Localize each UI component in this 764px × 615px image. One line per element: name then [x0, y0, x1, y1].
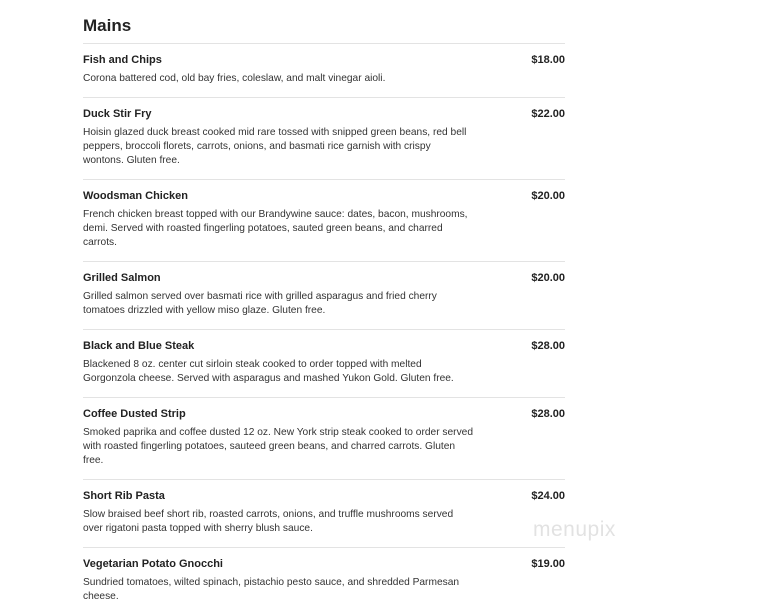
- menu-item: [83, 479, 565, 547]
- section-title: Mains: [83, 16, 132, 35]
- menu-item-header: [83, 339, 565, 353]
- menu-item-name: Short Rib Pasta: [83, 490, 165, 502]
- menupix-watermark: menupix: [533, 518, 616, 541]
- menu-item-description: Blackened 8 oz. center cut sirloin steak cooked to order topped with melted Gorgonzola cheese. Served with asparagus and mashed Yukon Gold. Gluten free.: [83, 359, 454, 384]
- menu-item-header: [83, 189, 565, 203]
- menu-item-name: Black and Blue Steak: [83, 340, 195, 352]
- menu-item-description: Smoked paprika and coffee dusted 12 oz. New York strip steak cooked to order served with roasted fingerling potatoes, sauteed green beans, and charred carrots. Gluten free.: [83, 427, 473, 466]
- menu-item-name: Woodsman Chicken: [83, 190, 188, 202]
- menu-item-price: $24.00: [531, 490, 565, 502]
- menu-item-description: Grilled salmon served over basmati rice with grilled asparagus and fried cherry tomatoes drizzled with yellow miso glaze. Gluten free.: [83, 291, 437, 316]
- menu-item-header: [83, 489, 565, 503]
- menu-item-price: $19.00: [531, 558, 565, 570]
- menu-item-header: [83, 557, 565, 571]
- menu-item: [83, 43, 565, 97]
- menu-item-description: French chicken breast topped with our Brandywine sauce: dates, bacon, mushrooms, demi. Served with roasted fingerling potatoes, sauted green beans, and charred carrots.: [83, 209, 468, 248]
- menu-item: [83, 547, 565, 615]
- menu-item-price: $20.00: [531, 272, 565, 284]
- menu-section: [83, 15, 565, 615]
- menu-item-name: Vegetarian Potato Gnocchi: [83, 558, 223, 570]
- menu-item-header: [83, 407, 565, 421]
- menu-item-name: Grilled Salmon: [83, 272, 161, 284]
- menu-item-description: Hoisin glazed duck breast cooked mid rare tossed with snipped green beans, red bell peppers, broccoli florets, carrots, onions, and basmati rice garnish with crispy wontons. Gluten free.: [83, 127, 467, 166]
- menu-item: [83, 329, 565, 397]
- menu-item-price: $20.00: [531, 190, 565, 202]
- menu-item-price: $22.00: [531, 108, 565, 120]
- menu-item-header: [83, 107, 565, 121]
- menu-item-description: Corona battered cod, old bay fries, coleslaw, and malt vinegar aioli.: [83, 73, 386, 84]
- menu-item-name: Duck Stir Fry: [83, 108, 152, 120]
- menu-item: [83, 397, 565, 479]
- menu-item-name: Coffee Dusted Strip: [83, 408, 186, 420]
- menu-item: [83, 261, 565, 329]
- menu-item: [83, 97, 565, 179]
- menu-item-header: [83, 271, 565, 285]
- menu-item-price: $28.00: [531, 408, 565, 420]
- menu-item-description: Slow braised beef short rib, roasted carrots, onions, and truffle mushrooms served over rigatoni pasta topped with sherry blush sauce.: [83, 509, 454, 534]
- menu-item-price: $18.00: [531, 54, 565, 66]
- menu-item-price: $28.00: [531, 340, 565, 352]
- menu-item-name: Fish and Chips: [83, 54, 162, 66]
- menu-item: [83, 179, 565, 261]
- menu-item-description: Sundried tomatoes, wilted spinach, pistachio pesto sauce, and shredded Parmesan cheese.: [83, 577, 460, 602]
- menu-item-header: [83, 53, 565, 67]
